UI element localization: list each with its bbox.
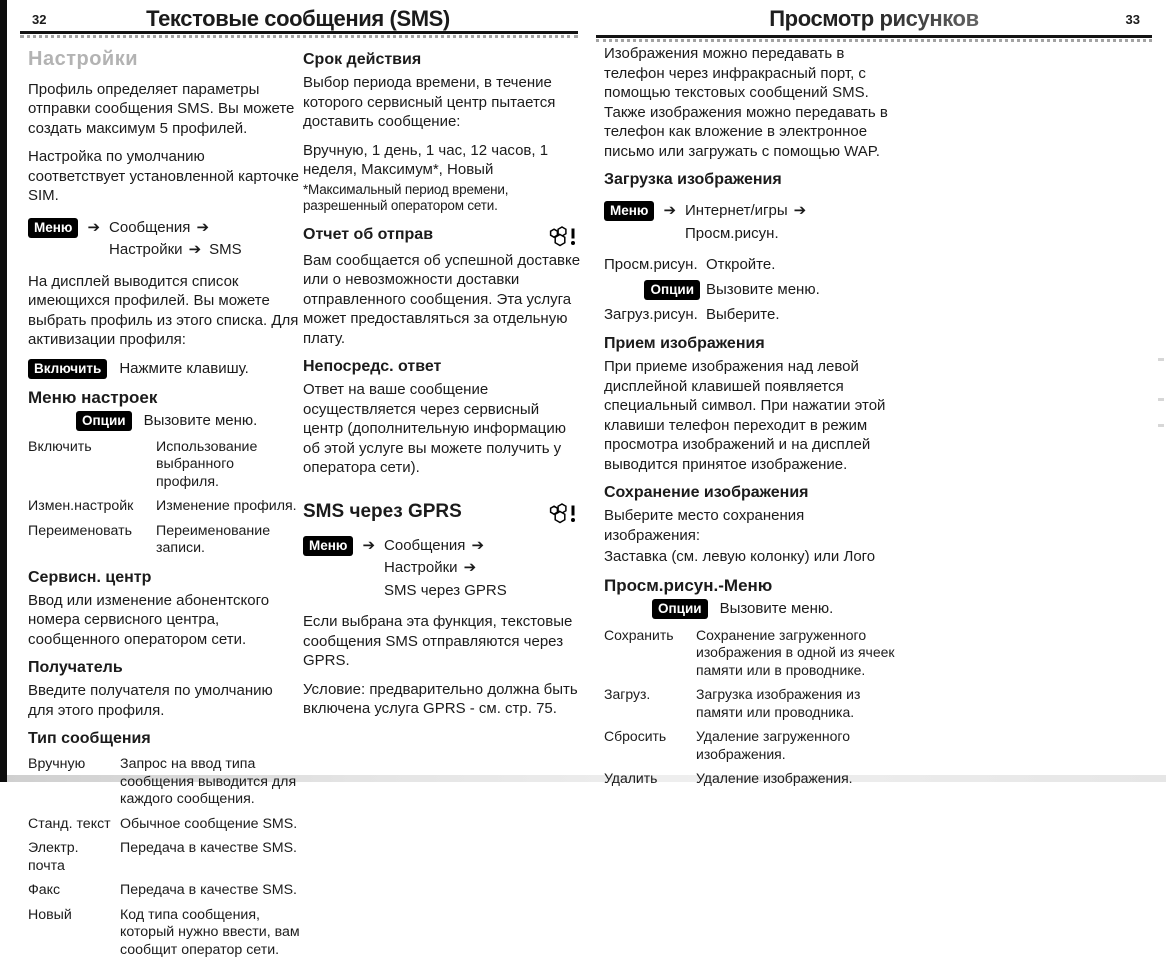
definition: Переименование записи.	[156, 522, 271, 556]
softkey-line-activate	[28, 359, 300, 379]
paragraph-profile: Профиль определяет параметры отправки сообщения SMS. Вы можете создать максимум 5 профилей.	[28, 80, 295, 137]
term: Сбросить	[604, 728, 667, 744]
menu-key-badge: Меню	[303, 536, 353, 556]
definition: Загрузка изображения из памяти или проводника.	[696, 686, 861, 720]
definition: Передача в качестве SMS.	[120, 882, 297, 898]
menu-key-badge: Меню	[28, 218, 78, 238]
section-heading-message-type: Тип сообщения	[28, 730, 151, 747]
paragraph-recipient: Введите получателя по умолчанию для этого профиля.	[28, 682, 273, 719]
term: Загруз.рисун.	[604, 305, 698, 323]
network-service-icon	[547, 503, 581, 524]
section-heading-download-image: Загрузка изображения	[604, 171, 782, 188]
definition: Обычное сообщение SMS.	[120, 815, 298, 832]
definition: Удаление изображения.	[696, 770, 853, 786]
definition: Сохранение загруженного изображения в одной из ячеек памяти или в проводнике.	[696, 626, 895, 678]
page-title-right: Просмотр рисунков	[596, 6, 1152, 32]
page-number-left: 32	[32, 12, 47, 27]
heading-text: SMS через GPRS	[303, 500, 462, 522]
step-instruction: Вызовите меню.	[706, 280, 820, 298]
section-heading-delivery-report	[303, 225, 581, 247]
term: Электр. почта	[28, 840, 79, 874]
menu-path-step: Сообщения	[384, 536, 466, 554]
section-heading-settings: Настройки	[28, 48, 139, 70]
softkey-instruction: Нажмите клавишу.	[119, 359, 249, 377]
column-sms-options	[303, 46, 581, 728]
section-heading-sms-gprs	[303, 502, 581, 524]
options-key-badge: Опции	[76, 411, 132, 431]
paragraph-profile-list: На дисплей выводится список имеющихся профилей. Вы можете выбрать профиль из этого списка. Для активизации профиля:	[28, 272, 299, 348]
viewer-menu-table	[604, 627, 904, 788]
arrow-icon: ➔	[362, 536, 376, 554]
arrow-icon: ➔	[188, 241, 202, 258]
arrow-icon: ➔	[463, 559, 477, 576]
menu-path-step: Настройки	[109, 241, 183, 258]
menu-path-lines	[685, 201, 806, 243]
section-heading-viewer-menu: Просм.рисун.-Меню	[604, 575, 773, 595]
paragraph-gprs-condition: Условие: предварительно должна быть включена услуга GPRS - см. стр. 75.	[303, 680, 578, 717]
step-instruction: Выберите.	[706, 305, 780, 323]
menu-path-step: Интернет/игры	[685, 202, 788, 219]
column-settings	[28, 50, 300, 969]
scan-mark	[1158, 358, 1164, 361]
scan-edge-bar	[0, 0, 7, 782]
menu-path-gprs	[303, 536, 581, 601]
term: Новый	[28, 906, 72, 923]
menu-path-picture-viewer	[604, 201, 904, 243]
header-rule-right	[596, 35, 1152, 38]
definition: Использование выбранного профиля.	[156, 438, 258, 490]
definition: Запрос на ввод типа сообщения выводится для каждого сообщения.	[120, 756, 297, 807]
options-key-badge: Опции	[652, 599, 708, 619]
paragraph-service-center: Ввод или изменение абонентского номера сервисного центра, сообщенного оператором сети.	[28, 591, 270, 648]
settings-menu-table	[28, 439, 300, 558]
page-header-right	[596, 6, 1152, 36]
section-heading-recipient: Получатель	[28, 659, 123, 676]
paragraph-validity: Выбор периода времени, в течение которого сервисный центр пытается доставить сообщение:	[303, 74, 556, 130]
menu-path-step: SMS через GPRS	[384, 581, 507, 599]
term: Переименовать	[28, 522, 133, 539]
softkey-line-options	[652, 599, 904, 619]
message-type-table	[28, 756, 300, 959]
arrow-icon: ➔	[87, 218, 101, 236]
definition: Удаление загруженного изображения.	[696, 728, 851, 762]
activate-key-badge: Включить	[28, 359, 107, 379]
paragraph-save-image: Выберите место сохранения изображения:	[604, 507, 805, 544]
paragraph-default-sim: Настройка по умолчанию соответствует установленной карточке SIM.	[28, 148, 299, 204]
network-service-icon	[547, 226, 581, 247]
heading-text: Отчет об отправ	[303, 225, 434, 243]
paragraph-gprs: Если выбрана эта функция, текстовые сообщения SMS отправляются через GPRS.	[303, 613, 573, 669]
menu-path-lines	[109, 218, 242, 260]
definition: Код типа сообщения, который нужно ввести, вам сообщит оператор сети.	[120, 906, 300, 958]
menu-path-step: Настройки	[384, 559, 458, 576]
menu-path-step: Просм.рисун.	[685, 224, 779, 242]
arrow-icon: ➔	[793, 202, 807, 219]
page-number-right: 33	[1125, 12, 1140, 27]
term: Загруз.	[604, 686, 651, 702]
section-heading-settings-menu: Меню настроек	[28, 387, 158, 407]
validity-footnote: *Максимальный период времени, разрешенный оператором сети.	[303, 181, 509, 213]
term: Вручную	[28, 756, 86, 772]
arrow-icon: ➔	[196, 218, 210, 236]
header-rule-left	[20, 31, 578, 34]
menu-path-sms-settings	[28, 218, 300, 260]
term: Сохранить	[604, 626, 674, 643]
term: Удалить	[604, 770, 658, 786]
section-heading-validity: Срок действия	[303, 51, 422, 68]
validity-options: Вручную, 1 день, 1 час, 12 часов, 1 неделя, Максимум*, Новый	[303, 141, 549, 178]
softkey-instruction: Вызовите меню.	[719, 599, 834, 617]
step-instruction: Откройте.	[706, 256, 776, 273]
scan-mark	[1158, 424, 1164, 427]
section-heading-service-center: Сервисн. центр	[28, 568, 152, 586]
menu-path-lines	[384, 536, 507, 601]
paragraph-delivery-report: Вам сообщается об успешной доставке или о невозможности доставки отправленного сообщения. Эта услуга может предоставляться за отдельную плату.	[303, 251, 581, 347]
term: Факс	[28, 882, 61, 898]
paragraph-save-options: Заставка (см. левую колонку) или Лого	[604, 548, 876, 565]
softkey-line-options	[76, 411, 300, 431]
term: Просм.рисун.	[604, 256, 698, 273]
arrow-icon: ➔	[471, 536, 485, 554]
page-title-left: Текстовые сообщения (SMS)	[146, 6, 450, 31]
paragraph-receive-image: При приеме изображения над левой дисплейной клавишей появляется специальный символ. При нажатии этой клавиши телефон переходит в режим просмотра изображений и на дисплей выводится принятое изображение.	[604, 358, 886, 473]
menu-path-step: Сообщения	[109, 218, 191, 236]
paragraph-direct-reply: Ответ на ваше сообщение осуществляется через сервисный центр (дополнительную информацию об этой услуге вы можете получить у оператора сети).	[303, 381, 566, 476]
arrow-icon: ➔	[663, 202, 677, 219]
section-heading-direct-reply: Непосредс. ответ	[303, 358, 442, 375]
column-picture-viewer	[604, 44, 904, 798]
options-key-badge: Опции	[644, 280, 700, 300]
term: Станд. текст	[28, 815, 111, 832]
download-steps	[604, 255, 904, 324]
term: Измен.настройк	[28, 498, 134, 514]
menu-path-step: SMS	[209, 241, 242, 258]
menu-key-badge: Меню	[604, 201, 654, 221]
term: Включить	[28, 438, 92, 455]
scan-mark	[1158, 398, 1164, 401]
paragraph-pictures-intro: Изображения можно передавать в телефон через инфракрасный порт, с помощью текстовых сообщений SMS. Также изображения можно передавать в телефон как вложение в электронное письмо или загружать с помощью WAP.	[604, 45, 888, 160]
definition: Передача в качестве SMS.	[120, 840, 297, 856]
definition: Изменение профиля.	[156, 498, 297, 514]
section-heading-save-image: Сохранение изображения	[604, 484, 809, 501]
section-heading-receive-image: Прием изображения	[604, 335, 765, 352]
softkey-instruction: Вызовите меню.	[143, 411, 258, 429]
